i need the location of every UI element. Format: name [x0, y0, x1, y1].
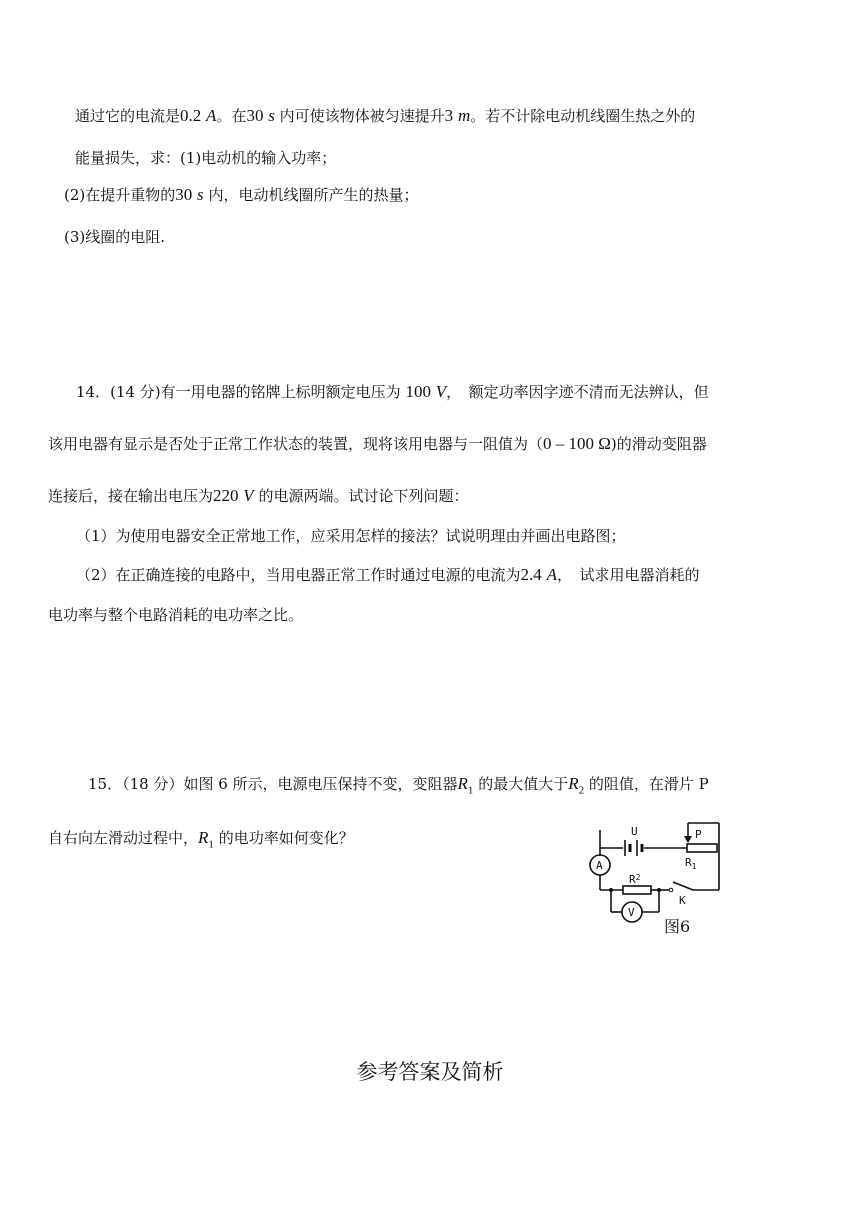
- symbol-r2: [568, 774, 585, 797]
- text: ， 额定功率因字迹不清而无法辨认，但: [446, 383, 709, 401]
- q15-line-1: [88, 774, 709, 800]
- slider-arrow: [684, 836, 692, 843]
- q14-line-2: [48, 434, 707, 454]
- q13-line-3: [64, 185, 418, 205]
- q13-line-2: 能量损失，求：(1)电动机的输入功率；: [75, 149, 337, 167]
- current-value: 0.2: [180, 106, 202, 125]
- label-letter: R: [685, 856, 692, 869]
- subscript: 2: [578, 784, 585, 797]
- voltage-value: 220: [213, 486, 239, 505]
- subscript: 1: [208, 838, 214, 851]
- unit-ampere: A: [546, 565, 557, 584]
- label-v: V: [628, 906, 635, 919]
- q14-line-4: （1）为使用电器安全正常地工作，应采用怎样的接法？试说明理由并画出电路图；: [76, 527, 626, 545]
- text: 14．(14 分)有一用电器的铭牌上标明额定电压为: [76, 383, 401, 401]
- symbol-r1: [198, 828, 214, 851]
- unit-second: s: [268, 106, 275, 125]
- unit-meter: m: [457, 106, 471, 125]
- text: （2）在正确连接的电路中，当用电器正常工作时通过电源的电流为: [76, 566, 521, 584]
- text: 连接后，接在输出电压为: [48, 487, 214, 505]
- label-r1: [685, 856, 697, 871]
- text: 内，电动机线圈所产生的热量；: [208, 186, 419, 204]
- text: ， 试求用电器消耗的: [556, 566, 700, 584]
- circuit-diagram: [585, 818, 725, 936]
- text: 15．（18 分）如图 6 所示，电源电压保持不变，变阻器: [88, 775, 458, 793]
- unit-volt: V: [243, 486, 254, 505]
- unit-ampere: A: [206, 106, 217, 125]
- voltage-value: 100: [405, 382, 431, 401]
- text: 的最大值大于: [478, 775, 569, 793]
- text: 。若不计除电动机线圈生热之外的: [470, 107, 696, 125]
- q15-line-2: [48, 828, 354, 854]
- junction-node: [609, 888, 613, 892]
- q14-line-3: [48, 486, 468, 506]
- q14-line-5: [76, 565, 699, 585]
- junction-node: [657, 888, 661, 892]
- text: 自右向左滑动过程中，: [48, 829, 199, 847]
- subscript: 1: [467, 784, 474, 797]
- text: (2)在提升重物的: [64, 186, 176, 204]
- unit-second: s: [197, 185, 204, 204]
- label-subscript: 2: [635, 873, 641, 882]
- text: 该用电器有显示是否处于正常工作状态的装置，现将该用电器与一阻值为（: [48, 435, 544, 453]
- answer-heading: 参考答案及简析: [356, 1060, 504, 1084]
- label-subscript: 1: [691, 862, 697, 871]
- time-value: 30: [246, 106, 264, 125]
- label-k: K: [679, 894, 686, 907]
- symbol-letter: R: [568, 774, 579, 793]
- time-value: 30: [175, 185, 193, 204]
- q14-line-1: [76, 382, 709, 402]
- label-u: U: [631, 825, 638, 838]
- height-value: 3: [444, 106, 454, 125]
- label-a: A: [596, 859, 603, 872]
- symbol-r1: [457, 774, 474, 797]
- symbol-letter: R: [198, 828, 209, 847]
- symbol-letter: R: [457, 774, 468, 793]
- q13-line-4: (3)线圈的电阻.: [64, 228, 166, 246]
- switch-contact: [669, 888, 673, 892]
- q14-line-6: 电功率与整个电路消耗的电功率之比。: [48, 606, 304, 624]
- text: 的阻值，在滑片 P: [588, 775, 709, 793]
- text: 的电功率如何变化？: [218, 829, 354, 847]
- label-p: P: [695, 828, 702, 841]
- text: )的滑动变阻器: [610, 435, 707, 453]
- resistance-range: 0 – 100 Ω: [543, 434, 611, 453]
- text: 的电源两端。试讨论下列问题：: [258, 487, 469, 505]
- figure-caption: 图6: [664, 917, 691, 936]
- q13-line-1: [75, 106, 695, 126]
- current-value: 2.4: [520, 565, 542, 584]
- text: 。在: [216, 107, 247, 125]
- unit-volt: V: [435, 382, 447, 401]
- text: 内可使该物体被匀速提升: [279, 107, 445, 125]
- label-letter: R: [629, 873, 636, 886]
- text: 通过它的电流是: [75, 107, 181, 125]
- label-r2: [629, 873, 641, 886]
